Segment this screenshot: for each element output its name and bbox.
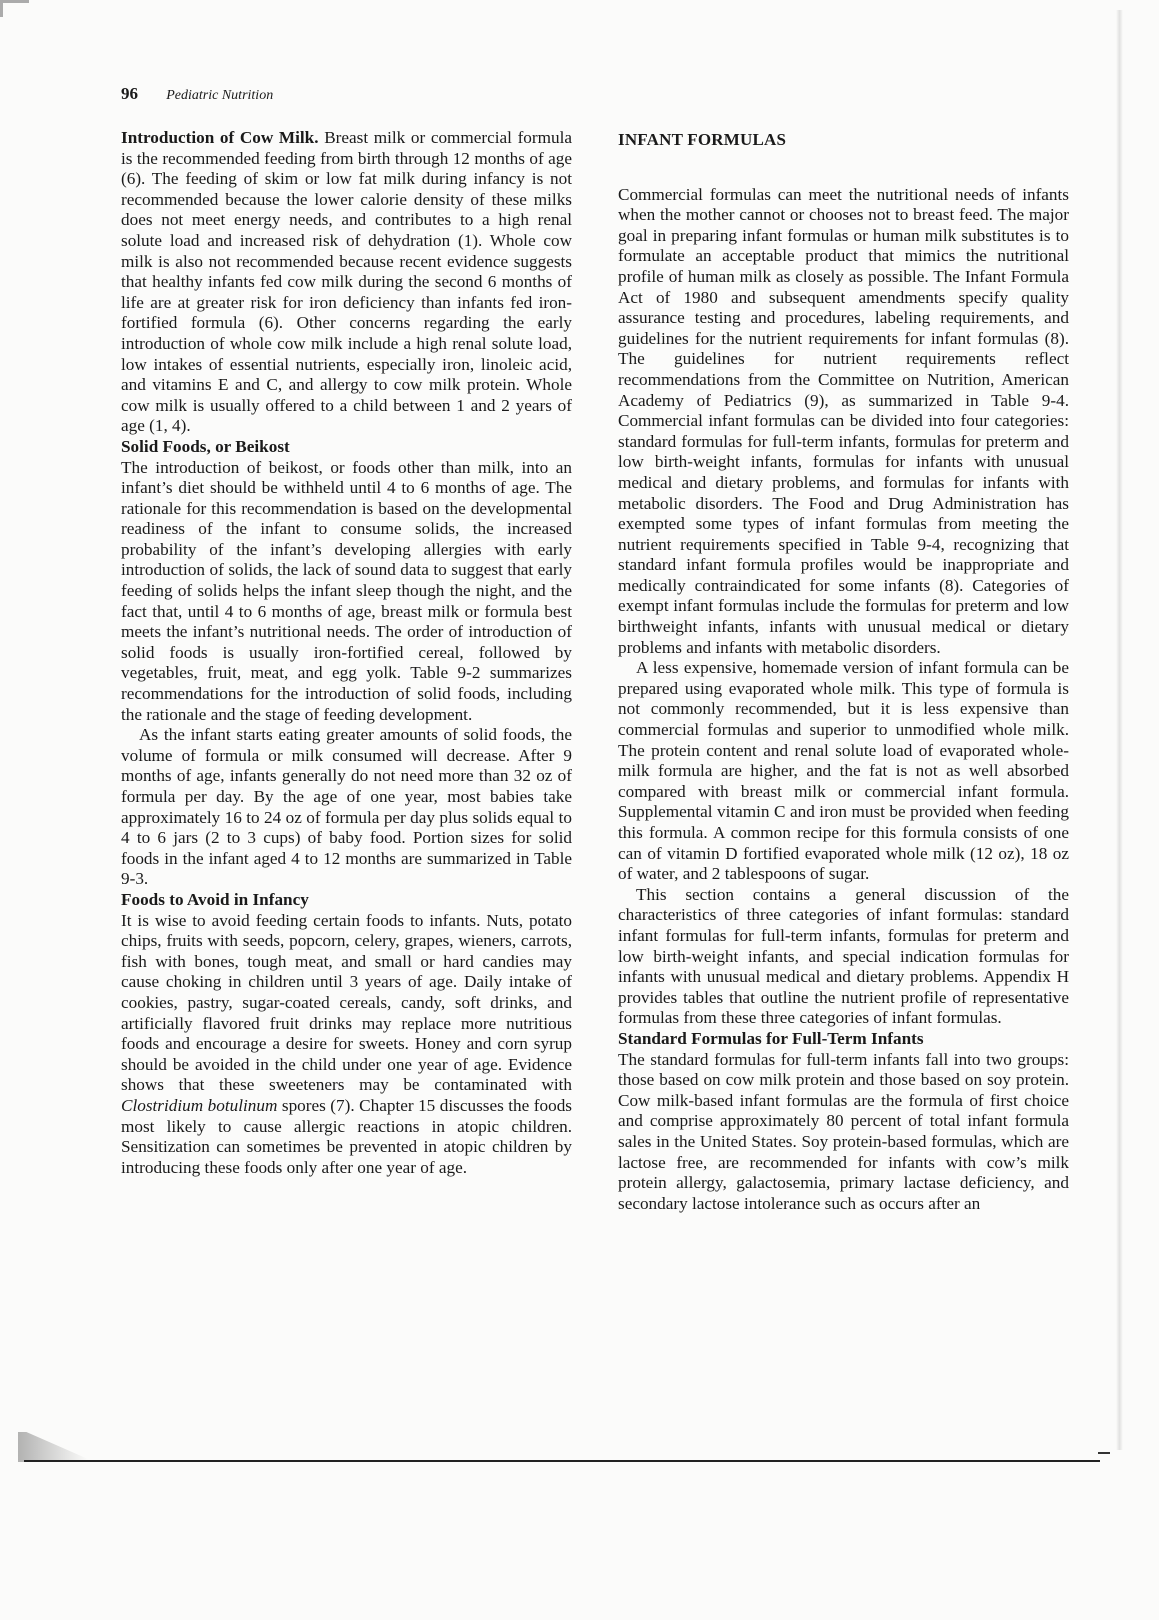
standard-formulas-paragraph: The standard formulas for full-term infants fall into two groups: those based on cow milk protein and those based on soy protein. Cow milk-based infant formulas are the formula of first choice and comprise approximately 80 percent of total infant formula sales in the United States. Soy protein-based formulas, which are lactose free, are recommended for infants with cow’s milk protein allergy, galactosemia, primary lactase deficiency, and secondary lactose intolerance such as occurs after an (618, 1049, 1069, 1213)
foods-to-avoid-heading: Foods to Avoid in Infancy (121, 889, 309, 909)
infant-formulas-paragraph-3: This section contains a general discussion of the characteristics of three categories of infant formulas: standard infant formulas for full-term infants, formulas for preterm and low birth-weight infants, and special indication formulas for infants with unusual medical and dietary problems. Appendix H provides tables that outline the nutrient profile of representative formulas from these three categories of infant formulas. (618, 884, 1069, 1028)
clostridium-term: Clostridium botulinum (121, 1095, 278, 1115)
foods-to-avoid-paragraph (121, 911, 572, 1179)
bottom-rule (24, 1460, 1100, 1462)
cow-milk-paragraph (121, 128, 572, 437)
page-number: 96 (121, 84, 138, 103)
right-column (618, 130, 1069, 1214)
scan-shadow-edge (1116, 10, 1123, 1450)
standard-formulas-heading: Standard Formulas for Full-Term Infants (618, 1028, 924, 1048)
solid-foods-paragraph-1: The introduction of beikost, or foods other than milk, into an infant’s diet should be withheld until 4 to 6 months of age. The rationale for this recommendation is based on the developmental readiness of the infant to consume solids, the increased probability of the infant’s developing allergies with early introduction of solids, the lack of sound data to suggest that early feeding of solids helps the infant sleep though the night, and the fact that, until 4 to 6 months of age, breast milk or formula best meets the infant’s nutritional needs. The order of introduction of solid foods is usually iron-fortified cereal, followed by vegetables, fruit, meat, and egg yolk. Table 9-2 summarizes recommendations for the introduction of solid foods, including the rationale and the stage of feeding development. (121, 457, 572, 724)
scan-edge-mark (1098, 1452, 1110, 1454)
infant-formulas-paragraph-1: Commercial formulas can meet the nutritional needs of infants when the mother cannot or chooses not to breast feed. The major goal in preparing infant formulas or human milk substitutes is to formulate an acceptable product that mimics the nutritional profile of human milk as closely as possible. The Infant Formula Act of 1980 and subsequent amendments specify quality assurance testing and procedures, labeling requirements, and guidelines for the nutrient requirements for infant formulas (8). The guidelines for nutrient requirements reflect recommendations from the Committee on Nutrition, American Academy of Pediatrics (9), as summarized in Table 9-4. Commercial infant formulas can be divided into four categories: standard formulas for full-term infants, formulas for preterm and low birth-weight infants, formulas for infants with unusual medical and dietary problems, and formulas for infants with metabolic disorders. The Food and Drug Administration has exempted some types of infant formulas from meeting the nutrient requirements specified in Table 9-4, recognizing that standard infant formula profiles would be inappropriate and medically contraindicated for some infants (8). Categories of exempt infant formulas include the formulas for preterm and low birthweight infants, infants with unusual medical or dietary problems and infants with metabolic disorders. (618, 184, 1069, 657)
scan-smudge (18, 1432, 88, 1462)
foods-to-avoid-text-2: spores (7). Chapter 15 discusses the foods most likely to cause allergic reactions in atopic children. Sensitization can sometimes be prevented in atopic children by introducing these foods only after one year of age. (121, 1095, 572, 1177)
left-column (121, 128, 572, 1178)
solid-foods-paragraph-2: As the infant starts eating greater amounts of solid foods, the volume of formula or milk consumed will decrease. After 9 months of age, infants generally do not need more than 32 oz of formula per day. By the age of one year, most babies take approximately 16 to 24 oz of formula per day plus solids equal to 4 to 6 jars (2 to 3 cups) of baby food. Portion sizes for solid foods in the infant aged 4 to 12 months are summarized in Table 9-3. (121, 725, 572, 889)
cow-milk-heading: Introduction of Cow Milk. (121, 128, 319, 147)
scan-corner-mark (0, 0, 29, 17)
solid-foods-heading: Solid Foods, or Beikost (121, 436, 290, 456)
page-header (121, 84, 273, 106)
foods-to-avoid-text-1: It is wise to avoid feeding certain foods to infants. Nuts, potato chips, fruits with seeds, popcorn, celery, grapes, wieners, carrots, fish with bones, tough meat, and small or hard candies may cause choking in children until 3 years of age. Daily intake of cookies, pastry, sugar-coated cereals, candy, soft drinks, and artificially flavored fruit drinks may replace more nutritious foods and encourage a desire for sweets. Honey and corn syrup should be avoided in the child under one year of age. Evidence shows that these sweeteners may be contaminated with (121, 910, 572, 1095)
infant-formulas-paragraph-2: A less expensive, homemade version of infant formula can be prepared using evaporated whole milk. This type of formula is not commonly recommended, but it is less expensive than commercial formulas and superior to unmodified whole milk. The protein content and renal solute load of evaporated whole-milk formula are higher, and the fat is not as well absorbed compared with breast milk or commercial infant formula. Supplemental vitamin C and iron must be provided when feeding this formula. A common recipe for this formula consists of one can of vitamin D fortified evaporated whole milk (12 oz), 18 oz of water, and 2 tablespoons of sugar. (618, 658, 1069, 884)
infant-formulas-heading: INFANT FORMULAS (618, 130, 787, 149)
running-title: Pediatric Nutrition (166, 88, 274, 103)
cow-milk-text: Breast milk or commercial formula is the recommended feeding from birth through 12 months of age (6). The feeding of skim or low fat milk during infancy is not recommended because the lower calorie density of these milks does not meet energy needs, and contributes to a high renal solute load and increased risk of dehydration (1). Whole cow milk is also not recommended because recent evidence suggests that healthy infants fed cow milk during the second 6 months of life are at greater risk for iron deficiency than infants fed iron-fortified formula (6). Other concerns regarding the early introduction of whole cow milk include a high renal solute load, low intakes of essential nutrients, especially iron, linoleic acid, and vitamins E and C, and allergy to cow milk protein. Whole cow milk is usually offered to a child between 1 and 2 years of age (1, 4). (121, 128, 572, 436)
